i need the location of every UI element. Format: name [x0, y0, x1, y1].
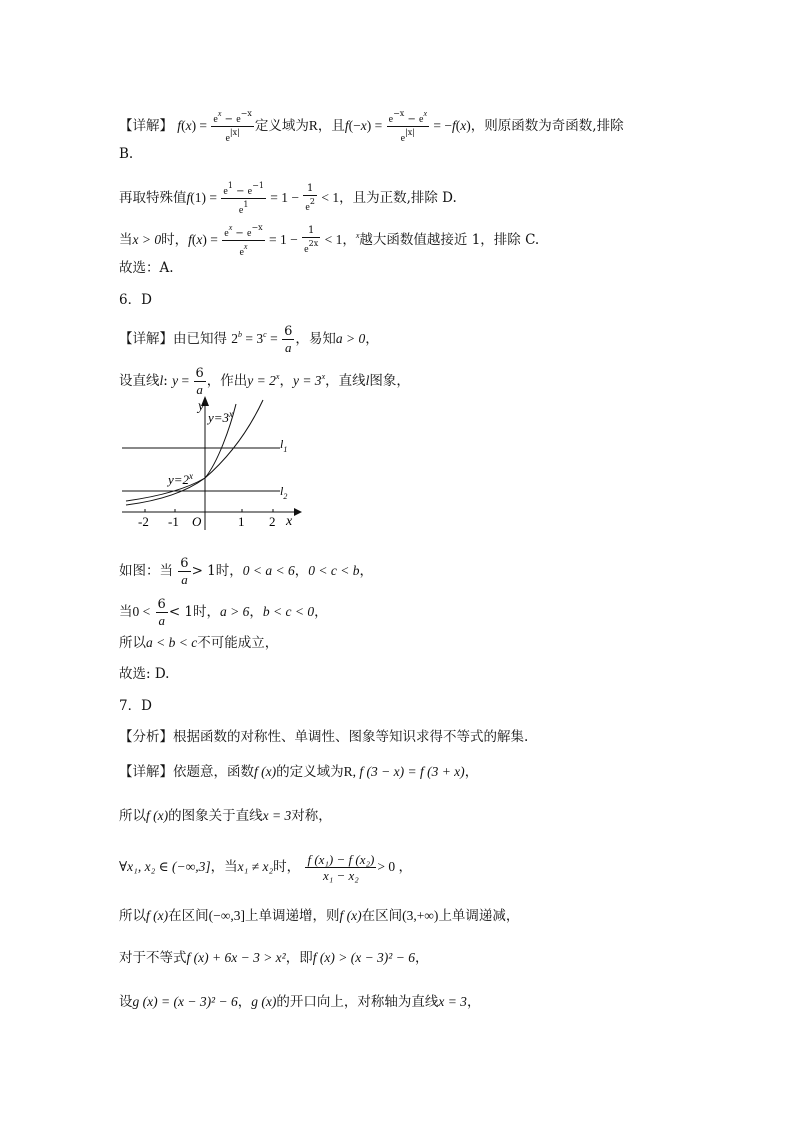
answer-a: 故选：A.	[119, 260, 174, 276]
l1-label: $l_1$	[280, 437, 288, 454]
fraction-6-over-a-2: $\frac{6}{a}$	[195, 366, 204, 397]
special-value-line: 再取特殊值f(1) = $\frac{e^1 - e^{-1}}{e^1}$ = 1 − $\frac{1}{e^2}$ < 1，且为正数,排除 D.	[119, 181, 457, 216]
q7-symmetry: 所以f (x)的图象关于直线x = 3对称，	[119, 808, 332, 824]
q7-inequality: 对于不等式f (x) + 6x − 3 > x²，即f (x) > (x − 3)² − 6，	[119, 950, 429, 966]
q7-detail-line: 【详解】依题意，函数f (x)的定义域为R, f (3 − x) = f (3 + x)，	[119, 764, 479, 780]
question-7-heading: 7．D	[119, 698, 152, 714]
curve2-label: $y=2^x$	[168, 471, 194, 487]
origin-label: O	[192, 514, 202, 529]
detail-line-1-cont: B.	[119, 146, 134, 162]
question-6-heading: 6．D	[119, 292, 152, 308]
x-axis-label: x	[286, 514, 293, 529]
curve-2-power-x	[126, 400, 263, 501]
tick-label-neg2: -2	[138, 514, 149, 529]
tick-label-neg1: -1	[168, 514, 179, 529]
x-axis-arrow	[294, 508, 302, 516]
q7-monotonicity: 所以f (x)在区间(−∞,3]上单调递增，则f (x)在区间(3,+∞)上单调递减，	[119, 908, 520, 924]
x-positive-line: 当x > 0时，f(x) = $\frac{e^x - e^{-x}}{e^x}$ = 1 − $\frac{1}{e^{2x}}$ < 1，$^x$越大函数值越接近 1，排除 C.	[119, 223, 540, 258]
fraction-f1: $\frac{e^1 - e^{-1}}{e^1}$	[223, 181, 264, 216]
fraction-1-over-e2x: $\frac{1}{e^{2x}}$	[304, 225, 319, 255]
tick-label-2: 2	[269, 514, 276, 529]
tick-label-1: 1	[238, 514, 245, 529]
fraction-f-neg-x: $\frac{e^{-x} - e^x}{e^{|x|}}$	[388, 109, 428, 144]
fraction-6-over-a-4: $\frac{6}{a}$	[157, 597, 166, 628]
q6-line-setup: 设直线l: y = $\frac{6}{a}$ ，作出$y = 2^x$，$y = 3^x$，直线l图象，	[119, 366, 410, 397]
y-axis-label: y	[198, 399, 205, 414]
fraction-6-over-a: $\frac{6}{a}$	[284, 324, 293, 355]
fraction-6-over-a-3: $\frac{6}{a}$	[180, 556, 189, 587]
fraction-difference-quotient: $\frac{\text{f (x₁) − f (x₂)}}{\text{x₁ − x₂}}$	[307, 852, 375, 883]
answer-d-6: 故选: D.	[119, 666, 170, 682]
q7-monotonic-condition: ∀x₁, x₂ ∈ (−∞,3]，当x₁ ≠ x₂时， $\frac{\text{f (x₁) − f (x₂)}}{\text{x₁ − x₂}}$ > 0 ，	[119, 852, 412, 883]
fraction-fx: $\frac{e^x - e^{-x}}{e^{|x|}}$	[213, 109, 252, 144]
q7-define-g: 设g (x) = (x − 3)² − 6，g (x)的开口向上，对称轴为直线x = 3，	[119, 994, 481, 1010]
exponential-graph	[118, 392, 308, 532]
q6-case-2: 当0 < $\frac{6}{a}$ < 1时，a > 6，b < c < 0，	[119, 597, 328, 628]
q6-detail-line: 【详解】由已知得 $2^b = 3^c$ = $\frac{6}{a}$ ，易知a > 0，	[119, 324, 379, 355]
fraction-1-over-e2: $\frac{1}{e^2}$	[305, 183, 315, 213]
q6-case-1: 如图：当 $\frac{6}{a}$ > 1时，0 < a < 6，0 < c < b，	[119, 556, 373, 587]
detail-line-1: 【详解】 f(x) = $\frac{e^x - e^{-x}}{e^{|x|}}$ 定义域为R，且f(−x) = $\frac{e^{-x} - e^x}{e^{|x|}}$ = −f(x)，则原函数为奇函数,排除	[119, 109, 624, 144]
l2-label: $l_2$	[280, 484, 288, 501]
fraction-fx-positive: $\frac{e^x - e^{-x}}{e^x}$	[224, 223, 263, 258]
q7-analysis: 【分析】根据函数的对称性、单调性、图象等知识求得不等式的解集.	[119, 729, 529, 745]
q6-conclusion: 所以a < b < c不可能成立，	[119, 635, 279, 651]
curve3-label: $y=3^x$	[208, 409, 234, 425]
